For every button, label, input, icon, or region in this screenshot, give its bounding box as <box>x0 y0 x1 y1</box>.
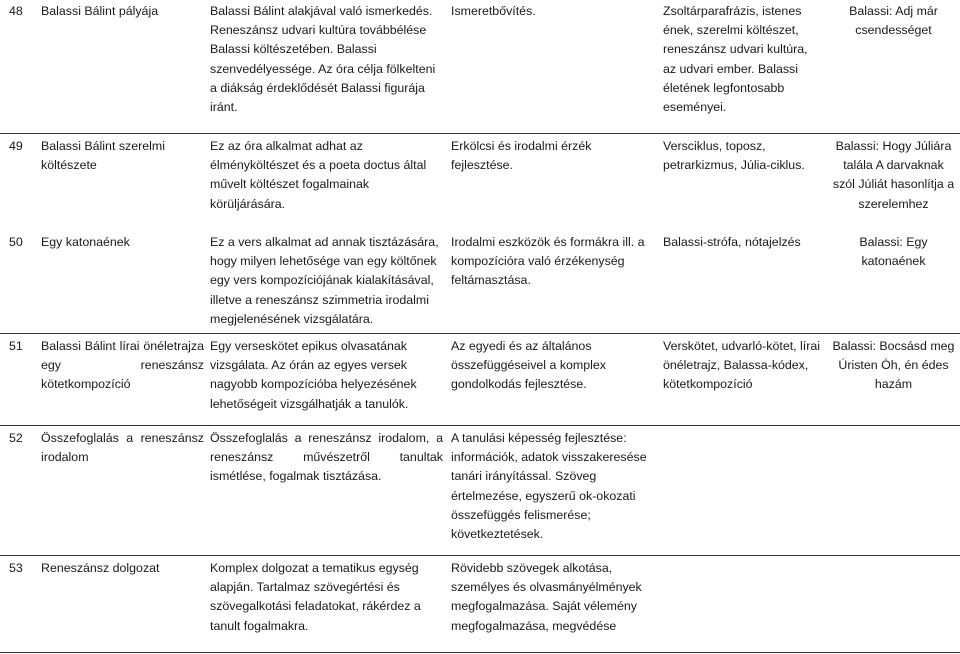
table-row <box>0 555 960 653</box>
lesson-reading: Balassi: Bocsásd meg Úristen Óh, én édes hazám <box>832 339 955 392</box>
lesson-concepts: Balassi-strófa, nótajelzés <box>663 235 801 249</box>
lesson-goal: Összefoglalás a reneszánsz irodalom, a reneszánsz művészetről tanultak ismétlése, fogalmak tisztázása. <box>210 431 443 484</box>
lesson-goal: Balassi Bálint alakjával való ismerkedés. Reneszánsz udvari kultúra továbbélése Balassi költészetében. Balassi szenvedélyessége. Az óra célja fölkelteni a diákság érdeklődését Balassi figurája iránt. <box>210 4 436 115</box>
lesson-skill: A tanulási képesség fejlesztése: információk, adatok visszakeresése tanári irányítással. Szöveg értelmezése, egyszerű ok-okozati összefüggés felismerése; következtetések. <box>451 431 647 542</box>
lesson-title: Balassi Bálint pályája <box>41 4 159 18</box>
lesson-number: 53 <box>9 561 23 575</box>
table-row <box>0 425 960 556</box>
lesson-skill: Az egyedi és az általános összefüggéseivel a komplex gondolkodás fejlesztése. <box>451 339 606 392</box>
lesson-goal: Ez a vers alkalmat ad annak tisztázására, hogy milyen lehetősége van egy költőnek egy vers kompozíciójának kialakításával, illetve a reneszánsz szimmetria irodalmi megjelenésének vizsgálatára. <box>210 235 439 326</box>
lesson-title: Balassi Bálint lírai önéletrajza egy reneszánsz kötetkompozíció <box>41 339 204 392</box>
lesson-concepts: Zsoltárparafrázis, istenes ének, szerelmi költészet, reneszánsz udvari kultúra, az udvari ember. Balassi életének legfontosabb eseményei. <box>663 4 808 115</box>
lesson-concepts: Verskötet, udvarló-kötet, lírai önéletrajz, Balassa-kódex, kötetkompozíció <box>663 339 821 392</box>
lesson-goal: Komplex dolgozat a tematikus egység alapján. Tartalmaz szövegértési és szövegalkotási feladatokat, rákérdez a tanult fogalmakra. <box>210 561 421 633</box>
lesson-title: Reneszánsz dolgozat <box>41 561 160 575</box>
lesson-goal: Ez az óra alkalmat adhat az élményköltészet és a poeta doctus által művelt költészet fogalmainak körüljárására. <box>210 139 427 211</box>
lesson-reading: Balassi: Hogy Júliára talála A darvaknak szól Júliát hasonlítja a szerelemhez <box>832 139 955 211</box>
lesson-goal: Egy verseskötet epikus olvasatának vizsgálata. Az órán az egyes versek nagyobb kompozícióba helyezésének lehetőségeit vizsgálhatják a tanulók. <box>210 339 417 411</box>
lesson-number: 51 <box>9 339 23 353</box>
lesson-concepts <box>663 426 823 429</box>
lesson-skill: Rövidebb szövegek alkotása, személyes és olvasmányélmények megfogalmazása. Saját vélemény megfogalmazása, megvédése <box>451 561 642 633</box>
lesson-title: Egy katonaének <box>41 235 130 249</box>
lesson-number: 52 <box>9 431 23 445</box>
table-row-group <box>0 133 960 334</box>
table-row <box>0 134 960 230</box>
lesson-skill: Ismeretbővítés. <box>451 4 536 18</box>
lesson-number: 50 <box>9 235 23 249</box>
lesson-skill: Erkölcsi és irodalmi érzék fejlesztése. <box>451 139 592 173</box>
table-row <box>0 333 960 426</box>
lesson-reading <box>831 556 956 559</box>
lesson-reading <box>831 426 956 429</box>
lesson-skill: Irodalmi eszközök és formákra ill. a kompozícióra való érzékenység feltámasztása. <box>451 235 645 288</box>
lesson-title: Összefoglalás a reneszánsz irodalom <box>41 431 204 465</box>
table-row <box>0 230 960 334</box>
lesson-concepts: Versciklus, toposz, petrarkizmus, Júlia-ciklus. <box>663 139 805 173</box>
lesson-reading: Balassi: Adj már csendességet <box>849 4 938 38</box>
lesson-title: Balassi Bálint szerelmi költészete <box>41 139 165 173</box>
lesson-number: 49 <box>9 139 23 153</box>
lesson-concepts <box>663 556 823 559</box>
lesson-reading: Balassi: Egy katonaének <box>859 235 928 269</box>
lesson-number: 48 <box>9 4 23 18</box>
table-row <box>0 0 960 133</box>
